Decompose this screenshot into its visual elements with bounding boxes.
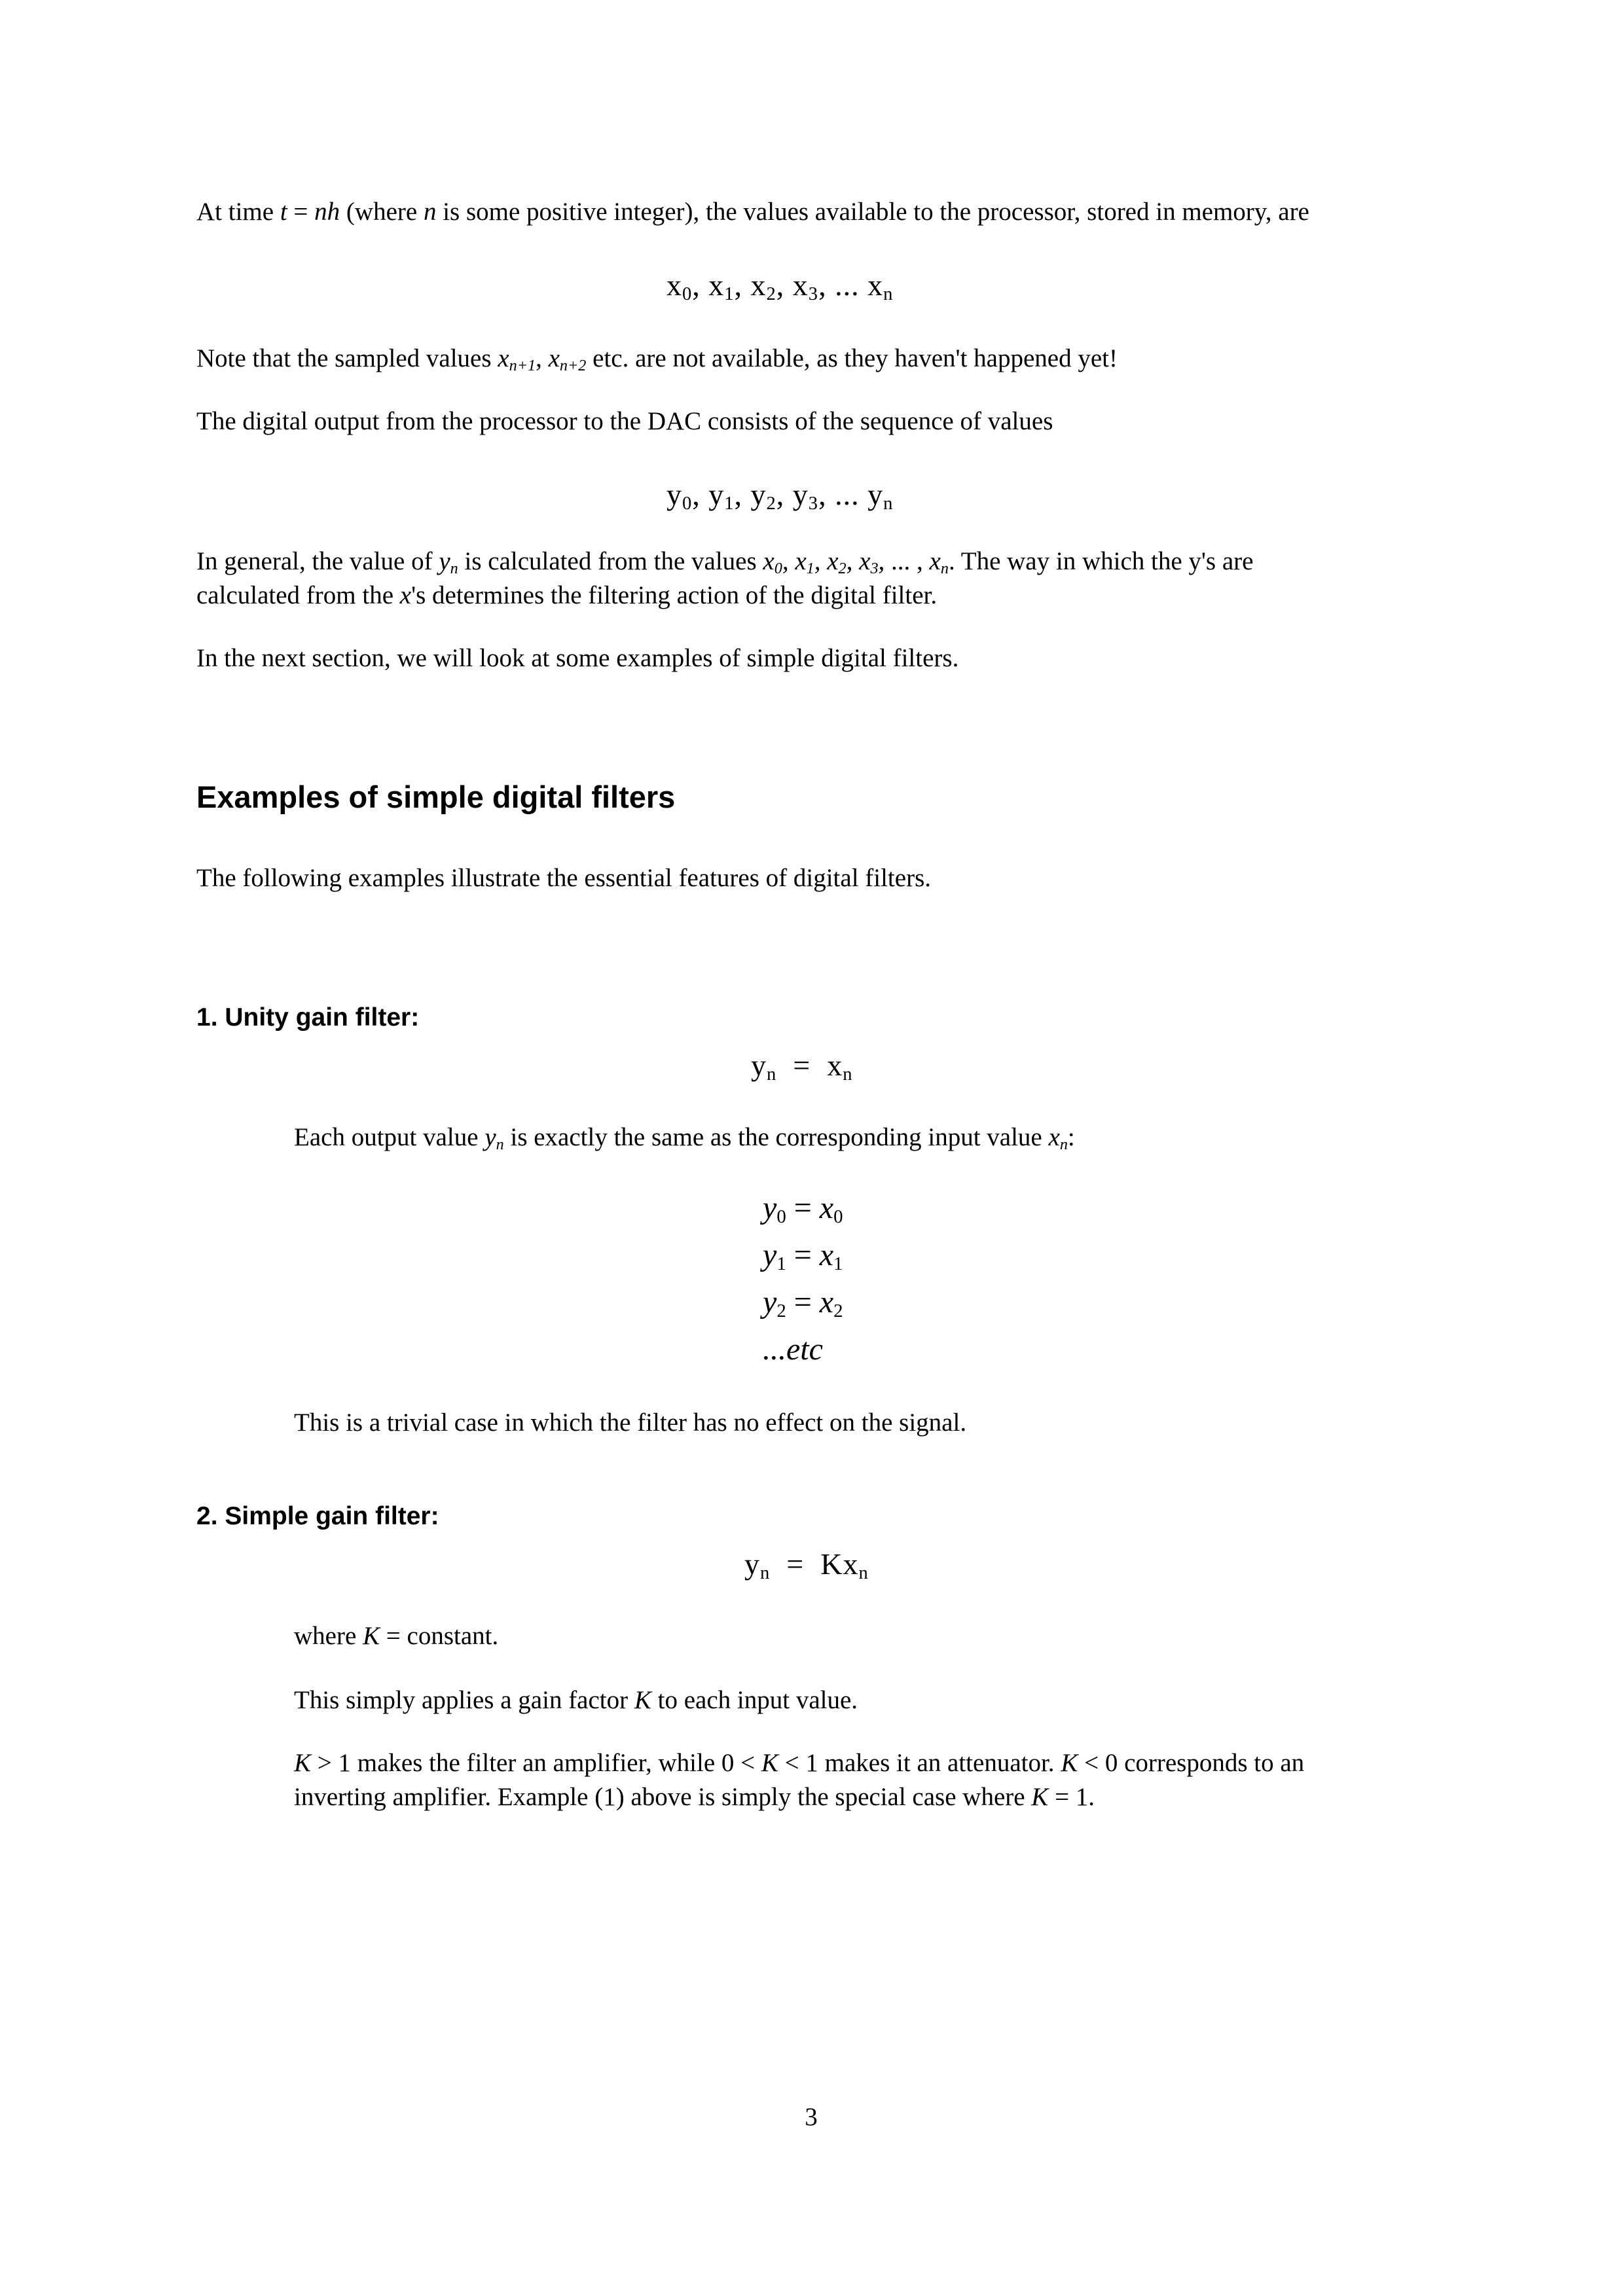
paragraph-digital-output: The digital output from the processor to the DAC consists of the sequence of values xyxy=(196,407,1053,435)
simple-gain-amplifier-line2: inverting amplifier. Example (1) above is simply the special case where K = 1. xyxy=(294,1783,1095,1811)
unity-gain-description: Each output value $y_n$ is exactly the same as the corresponding input value $x_n$: xyxy=(294,1123,1075,1154)
simple-gain-applies: This simply applies a gain factor K to each input value. xyxy=(294,1686,858,1714)
section-lead: The following examples illustrate the essential features of digital filters. xyxy=(196,864,931,892)
unity-gain-example-1: $y_0 = x_0$ xyxy=(763,1191,843,1228)
simple-gain-amplifier-line1: K > 1 makes the filter an amplifier, while 0 < K < 1 makes it an attenuator. K < 0 corresponds to an xyxy=(294,1749,1305,1777)
unity-gain-example-2: $y_1 = x_1$ xyxy=(763,1238,843,1275)
paragraph-general-value-line2: calculated from the x's determines the filtering action of the digital filter. xyxy=(196,581,938,609)
paragraph-time-intro: At time t = nh (where n is some positive integer), the values available to the processor, stored in memory, are xyxy=(196,198,1309,226)
equation-x-sequence: $x_0$, $x_1$, $x_2$, $x_3$, ... $x_n$ xyxy=(666,268,894,305)
unity-gain-heading: 1. Unity gain filter: xyxy=(196,1003,420,1031)
unity-gain-equation: $y_n = x_n$ xyxy=(751,1049,853,1085)
unity-gain-example-3: $y_2 = x_2$ xyxy=(763,1285,843,1322)
section-heading: Examples of simple digital filters xyxy=(196,780,676,814)
paragraph-general-value-line1: In general, the value of $y_n$ is calculated from the values $x_0$, $x_1$, $x_2$, $x_3$, ... , $x_n$. The way in which the y's are xyxy=(196,547,1254,578)
paragraph-not-available: Note that the sampled values $x_{n+1}$, $x_{n+2}$ etc. are not available, as they haven't happened yet! xyxy=(196,344,1118,375)
page-number: 3 xyxy=(805,2103,818,2131)
paragraph-next-section: In the next section, we will look at some examples of simple digital filters. xyxy=(196,644,959,672)
paragraph-general-value xyxy=(196,545,1253,613)
equation-y-sequence: $y_0$, $y_1$, $y_2$, $y_3$, ... $y_n$ xyxy=(666,478,894,514)
unity-gain-note: This is a trivial case in which the filter has no effect on the signal. xyxy=(294,1408,967,1437)
unity-gain-example-etc: ...etc xyxy=(763,1332,823,1367)
simple-gain-heading: 2. Simple gain filter: xyxy=(196,1502,439,1530)
simple-gain-where: where K = constant. xyxy=(294,1622,499,1650)
simple-gain-amplifier xyxy=(294,1746,1304,1814)
simple-gain-equation: $y_n = Kx_n$ xyxy=(744,1547,869,1584)
